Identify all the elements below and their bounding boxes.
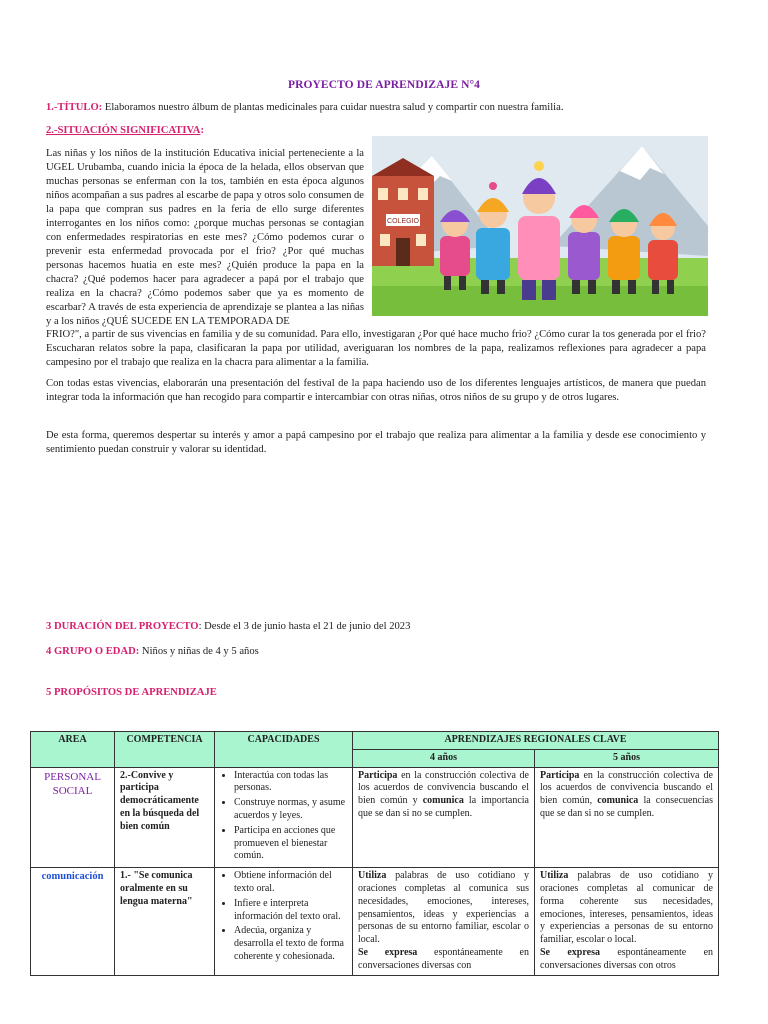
cell-text: en la construcción colectiva de los acuerdos de convivencia buscando el bien común y <box>358 769 529 807</box>
header-age-5: 5 años <box>535 749 719 767</box>
header-age-4: 4 años <box>353 749 535 767</box>
school-building <box>372 158 434 266</box>
aprendizaje-5-cell <box>535 767 719 868</box>
propositos-heading <box>46 686 217 700</box>
duracion-text: : Desde el 3 de junio hasta el 21 de junio del 2023 <box>198 621 411 632</box>
situacion-paragraph-1-continued: FRIO?", a partir de sus vivencias en familia y de su comunidad. Para ello, investigaran ¿Por qué hace mucho frio? ¿Cómo curar la tos generada por el frio? Escucharan relatos sobre la papa, clasificaran la papa por utilidad, averiguaran los nombres de la papa, realizamos reflexiones para agradecer a papa campesino por el trabajo que realiza en la chacra para alimentar a la familia. <box>46 329 706 368</box>
competencia-cell: 2.-Convive y participa democráticamente en la búsqueda del bien común <box>115 767 215 868</box>
bold-verb: comunica <box>422 795 464 807</box>
document-title: PROYECTO DE APRENDIZAJE N°4 <box>287 79 481 91</box>
grupo-line <box>46 645 259 659</box>
header-area: AREA <box>31 732 115 768</box>
situacion-heading <box>46 124 204 138</box>
situacion-label: 2.-SITUACIÓN SIGNIFICATIVA <box>46 125 201 136</box>
bold-verb: comunica <box>597 795 639 807</box>
capacidades-cell <box>215 868 353 975</box>
school-sign-text: COLEGIO <box>387 218 419 225</box>
cell-text: palabras de uso cotidiano y oraciones completas al comunicar de forma coherente sus necesidades, emociones, intereses, pensamientos, ideas y experiencias a personas de su entorno familiar, escolar o local. <box>540 870 713 946</box>
titulo-line <box>46 101 726 115</box>
titulo-label: 1.-TÍTULO: <box>46 102 103 113</box>
header-aprendizajes: APRENDIZAJES REGIONALES CLAVE <box>353 732 719 750</box>
aprendizaje-4-cell <box>353 767 535 868</box>
propositos-label: 5 PROPÓSITOS DE APRENDIZAJE <box>46 687 217 698</box>
cell-text: en la construcción colectiva de los acuerdos de convivencia buscando el bien común, <box>540 769 713 807</box>
area-cell: PERSONAL SOCIAL <box>31 767 115 868</box>
capacidades-cell <box>215 767 353 868</box>
grupo-label: 4 GRUPO O EDAD: <box>46 646 140 657</box>
duracion-line <box>46 620 410 634</box>
titulo-text: Elaboramos nuestro álbum de plantas medicinales para cuidar nuestra salud y compartir con nuestra familia. <box>102 102 564 113</box>
situacion-paragraph-1: Las niñas y los niños de la institución Educativa inicial perteneciente a la UGEL Urubamba, cuando inicia la época de la helada, ellos observan que muchas personas se enferman con la tos, también en esta época algunos niños acompañan a sus padres al escarbe de papa y otros solo consumen de la papa que compran sus padres en la feria de ello surge diferentes interrogantes en los niños como: ¿porque muchas personas se contagian con enfermedades respiratorias en este mes? ¿Cómo podemos curar o prevenir esta enfermedad provocada por el frio? ¿Por qué muchas personas hacemos huatia en este mes? ¿Quién produce la papa en la chacra? ¿Qué podemos hacer para agradecer a papá por el trabajo que realiza en la chacra? ¿Cómo podemos saber que ya es momento de escarbar? A través de esta experiencia de aprendizaje se plantea a las niñas y a los niños ¿QUÉ SUCEDE EN LA TEMPORADA DE <box>46 148 365 327</box>
situacion-paragraph-2: Con todas estas vivencias, elaborarán una presentación del festival de la papa haciendo uso de los diferentes lenguajes artísticos, de manera que puedan integrar toda la información que han recogido para compartir e intercambiar con otras niñas, otros niños de su grupo y de otros lugares. <box>46 378 706 403</box>
cell-text: la importancia que se dan si no se cumplen. <box>358 795 529 819</box>
capacidad-item: • Infiere e interpreta información del texto oral. <box>234 898 347 924</box>
aprendizaje-4-cell <box>353 868 535 975</box>
cell-text: espontáneamente en conversaciones diversas con otros <box>540 946 714 971</box>
bold-verb: Participa <box>358 769 398 781</box>
bold-verb: Se expresa <box>540 946 600 958</box>
duracion-label: 3 DURACIÓN DEL PROYECTO <box>46 621 199 632</box>
capacidad-item: • Construye normas, y asume acuerdos y leyes. <box>234 797 347 823</box>
learning-purposes-table <box>30 731 719 976</box>
aprendizaje-5-cell <box>535 868 719 975</box>
capacidad-item: • Adecúa, organiza y desarrolla el texto de forma coherente y cohesionada. <box>234 925 347 963</box>
header-capacidades: CAPACIDADES <box>215 732 353 768</box>
capacidad-item: • Participa en acciones que promueven el bienestar común. <box>234 825 347 863</box>
table-header-row <box>31 732 719 750</box>
header-competencia: COMPETENCIA <box>115 732 215 768</box>
bold-verb: Participa <box>540 769 580 781</box>
cell-text: espontáneamente en conversaciones diversas con <box>358 946 529 971</box>
cell-text: la consecuencias que se dan si no se cumplen. <box>540 795 713 819</box>
area-cell: comunicación <box>31 868 115 975</box>
bold-verb: Se expresa <box>358 946 418 958</box>
children-illustration-icon <box>372 136 708 316</box>
competencia-cell: 1.- "Se comunica oralmente en su lengua materna" <box>115 868 215 975</box>
table-row <box>31 767 719 868</box>
situacion-paragraph-3: De esta forma, queremos despertar su interés y amor a papá campesino por el trabajo que realiza para alimentar a la familia y desde ese conocimiento y sentimiento puedan construir y valorar su identidad. <box>46 430 706 455</box>
bold-verb: Utiliza <box>358 870 387 882</box>
capacidad-item: • Obtiene información del texto oral. <box>234 870 347 896</box>
capacidad-item: • Interactúa con todas las personas. <box>234 770 347 796</box>
bold-verb: Utiliza <box>540 870 569 882</box>
children-winter-illustration <box>372 136 708 316</box>
table-row <box>31 868 719 975</box>
cell-text: palabras de uso cotidiano y oraciones completas al comunica sus necesidades, emociones, intereses, pensamientos, ideas y experiencias a personas de su entorno familiar, escolar o local. <box>358 870 529 946</box>
situacion-colon: : <box>200 125 204 136</box>
grupo-text: Niños y niñas de 4 y 5 años <box>139 646 259 657</box>
